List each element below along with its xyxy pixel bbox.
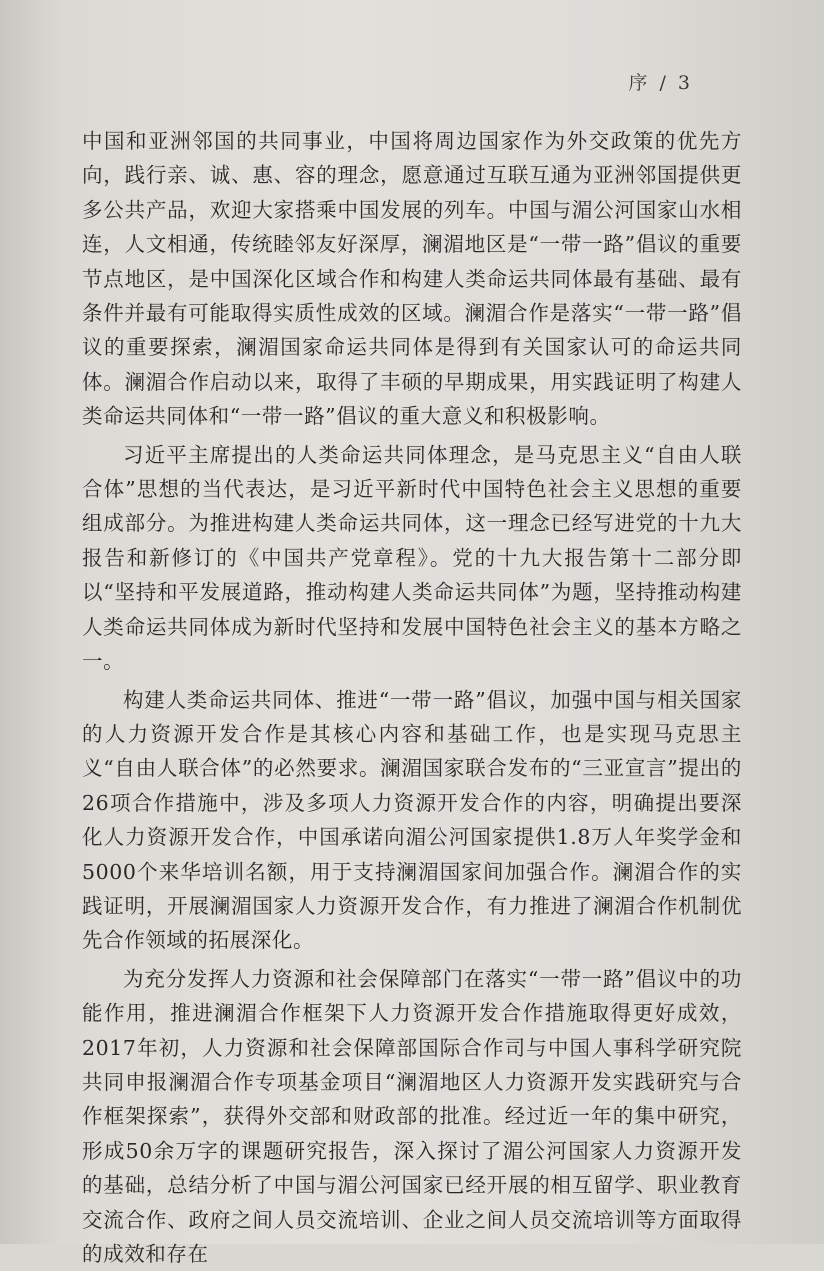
paragraph-3: 构建人类命运共同体、推进“一带一路”倡议，加强中国与相关国家的人力资源开发合作是其核心内容和基础工作，也是实现马克思主义“自由人联合体”的必然要求。澜湄国家联合发布的“三亚宣言”提出的26项合作措施中，涉及多项人力资源开发合作的内容，明确提出要深化人力资源开发合作，中国承诺向湄公河国家提供1.8万人年奖学金和5000个来华培训名额，用于支持澜湄国家间加强合作。澜湄合作的实践证明，开展澜湄国家人力资源开发合作，有力推进了澜湄合作机制优先合作领域的拓展深化。 [82,687,742,953]
paragraph-1: 中国和亚洲邻国的共同事业，中国将周边国家作为外交政策的优先方向，践行亲、诚、惠、容的理念，愿意通过互联互通为亚洲邻国提供更多公共产品，欢迎大家搭乘中国发展的列车。中国与湄公河国家山水相连，人文相通，传统睦邻友好深厚，澜湄地区是“一带一路”倡议的重要节点地区，是中国深化区域合作和构建人类命运共同体最有基础、最有条件并最有可能取得实质性成效的区域。澜湄合作是落实“一带一路”倡议的重要探索，澜湄国家命运共同体是得到有关国家认可的命运共同体。澜湄合作启动以来，取得了丰硕的早期成果，用实践证明了构建人类命运共同体和“一带一路”倡议的重大意义和积极影响。 [82,129,742,429]
header-section-title: 序 [628,72,650,94]
paragraph-2: 习近平主席提出的人类命运共同体理念，是马克思主义“自由人联合体”思想的当代表达，是习近平新时代中国特色社会主义思想的重要组成部分。为推进构建人类命运共同体，这一理念已经写进党的十九大报告和新修订的《中国共产党章程》。党的十九大报告第十二部分即以“坚持和平发展道路，推动构建人类命运共同体”为题，坚持推动构建人类命运共同体成为新时代坚持和发展中国特色社会主义的基本方略之一。 [82,442,742,674]
header-separator: / [659,72,668,94]
running-header [628,68,692,95]
paragraph-4: 为充分发挥人力资源和社会保障部门在落实“一带一路”倡议中的功能作用，推进澜湄合作框架下人力资源开发合作措施取得更好成效，2017年初，人力资源和社会保障部国际合作司与中国人事科学研究院共同申报澜湄合作专项基金项目“澜湄地区人力资源开发实践研究与合作框架探索”，获得外交部和财政部的批准。经过近一年的集中研究，形成50余万字的课题研究报告，深入探讨了湄公河国家人力资源开发的基础，总结分析了中国与湄公河国家已经开展的相互留学、职业教育交流合作、政府之间人员交流培训、企业之间人员交流培训等方面取得的成效和存在 [82,966,742,1266]
body-text [82,124,742,1271]
page-number: 3 [677,72,692,94]
